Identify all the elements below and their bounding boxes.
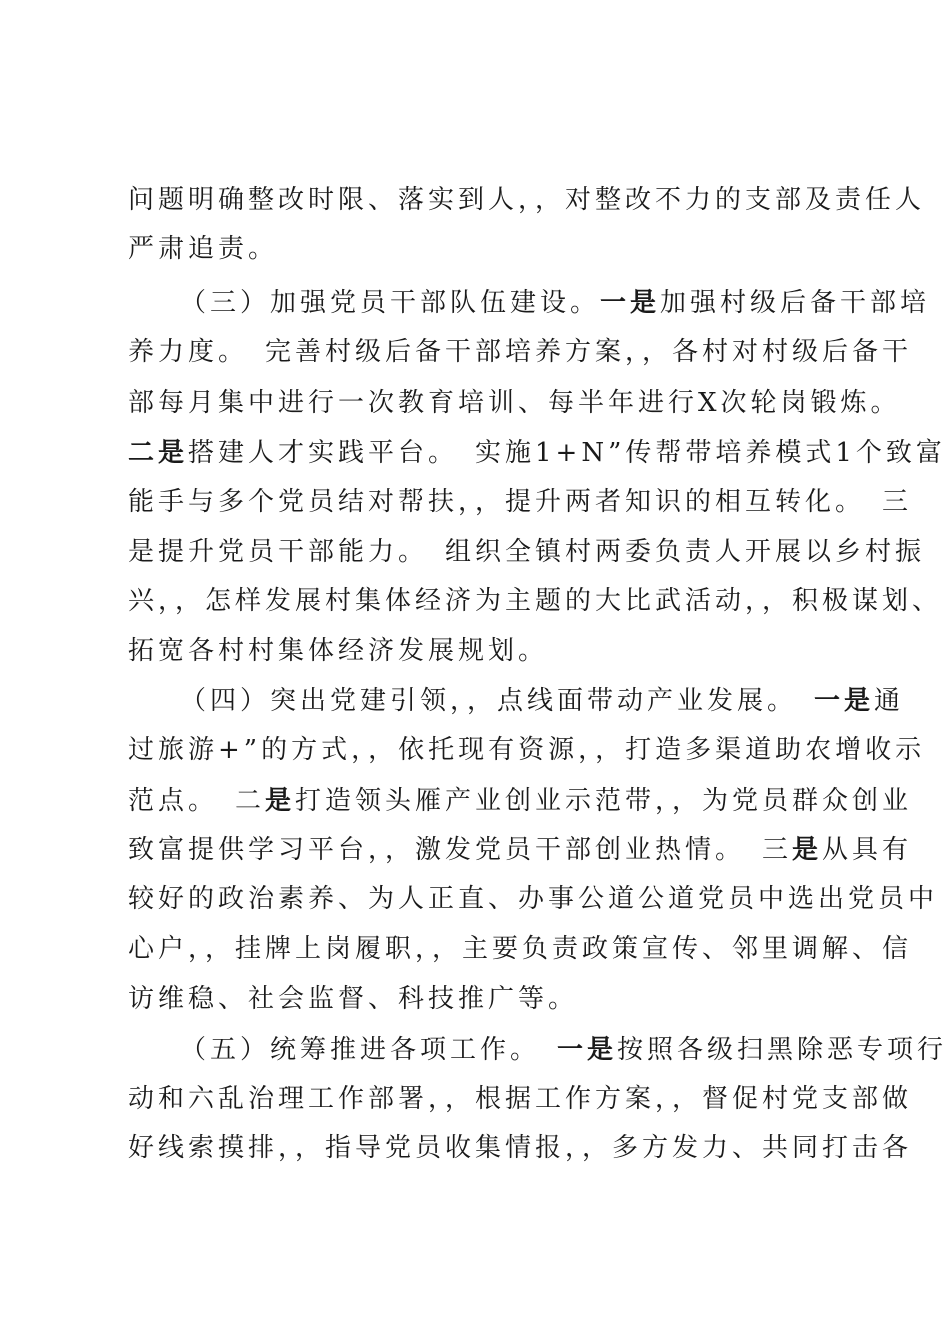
text-line: 养力度。 完善村级后备干部培养方案，，各村对村级后备干	[128, 337, 913, 367]
text-line: 范点。 二是打造领头雁产业创业示范带，，为党员群众创业	[128, 786, 913, 816]
section-five-heading: （五）统筹推进各项工作。 一是按照各级扫黑除恶专项行	[180, 1035, 948, 1065]
text-line: 较好的政治素养、为人正直、办事公道公道党员中选出党员中	[128, 884, 939, 914]
text-line: 部每月集中进行一次教育培训、每半年进行X次轮岗锻炼。	[128, 388, 901, 418]
section-four-heading: （四）突出党建引领，，点线面带动产业发展。 一是通	[180, 686, 905, 716]
text-line: 致富提供学习平台，，激发党员干部创业热情。 三是从具有	[128, 835, 913, 865]
text-line: 严肃追责。	[128, 234, 279, 264]
text-line: 是提升党员干部能力。 组织全镇村两委负责人开展以乡村振	[128, 537, 926, 567]
text-line: 动和六乱治理工作部署，，根据工作方案，，督促村党支部做	[128, 1084, 913, 1114]
text-line: 拓宽各村村集体经济发展规划。	[128, 636, 549, 666]
text-line: 兴，，怎样发展村集体经济为主题的大比武活动，，积极谋划、	[128, 586, 943, 616]
text-line: 访维稳、社会监督、科技推广等。	[128, 984, 579, 1014]
text-line: 心户，，挂牌上岗履职，，主要负责政策宣传、邻里调解、信	[128, 934, 913, 964]
text-line: 问题明确整改时限、落实到人，，对整改不力的支部及责任人	[128, 185, 926, 215]
text-line: 好线索摸排，，指导党员收集情报，，多方发力、共同打击各	[128, 1133, 913, 1163]
section-three-heading: （三）加强党员干部队伍建设。一是加强村级后备干部培	[180, 288, 931, 318]
text-line: 过旅游+”的方式，，依托现有资源，，打造多渠道助农增收示	[128, 735, 926, 765]
text-line: 二是搭建人才实践平台。 实施1+N”传帮带培养模式1个致富	[128, 438, 946, 468]
text-line: 能手与多个党员结对帮扶，，提升两者知识的相互转化。 三	[128, 487, 913, 517]
